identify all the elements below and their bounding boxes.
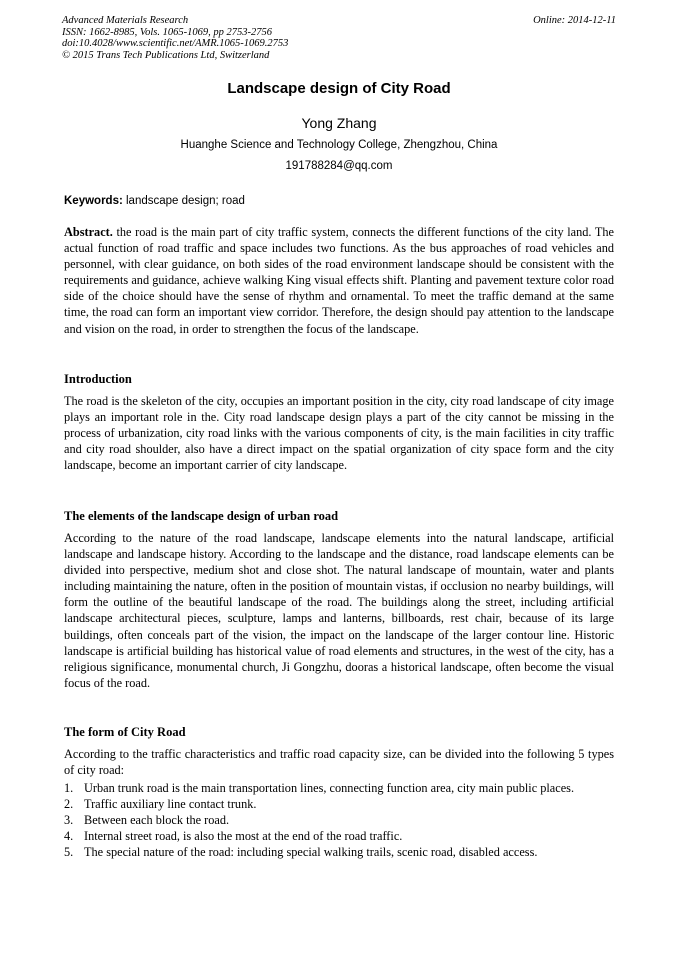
list-item [64, 780, 614, 796]
list-text: The special nature of the road: including special walking trails, scenic road, disabled access. [84, 845, 538, 860]
section-text-introduction: The road is the skeleton of the city, occupies an important position in the city, city road landscape of city image plays an important role in the. City road landscape design plays a part of the city cannot be missing in the process of urbanization, city road links with the various components of city, is the main facilities in city traffic and city road shoulder, also have a direct impact on the spatial organization of city space form and the city landscape, become an important carrier of city landscape. [64, 394, 614, 473]
author-email: 191788284@qq.com [285, 160, 393, 172]
section-text-elements: According to the nature of the road landscape, landscape elements into the natural landscape, artificial landscape and landscape history. According to the landscape and the distance, road landscape elements can be divided into perspective, medium shot and close shot. The natural landscape of mountain, water and plants including maintaining the nature, often in the position of mountain vistas, if occlusion no nearby buildings, will form the outline of the beautiful landscape of the road. The buildings along the street, including artificial landscape architectural pieces, sculpture, lamps and lanterns, billboards, rest chair, because of its large buildings, often conceals part of the vision, the impact on the landscape of the larger contour line. Historic landscape is artificial building has historical value of road elements and structures, in the west of the city, has a religious significance, monumental church, Ji Gongzhu, dooras a historical landscape, often become the visual focus of the road. [64, 531, 614, 690]
journal-name: Advanced Materials Research [62, 15, 189, 26]
list-text: Internal street road, is also the most at the end of the road traffic. [84, 829, 403, 844]
author-name: Yong Zhang [301, 115, 377, 131]
list-number: 1. [64, 781, 74, 795]
section-heading-elements: The elements of the landscape design of urban road [64, 509, 339, 523]
abstract-label: Abstract. [64, 225, 113, 239]
list-item [64, 812, 614, 828]
list-number: 2. [64, 797, 74, 812]
list-number: 4. [64, 829, 74, 844]
doi-line: doi:10.4028/www.scientific.net/AMR.1065-1069.2753 [62, 38, 289, 50]
road-types-list [64, 780, 614, 860]
section-text-form: According to the traffic characteristics and traffic road capacity size, can be divided into the following 5 types of city road: [64, 747, 614, 778]
affiliation: Huanghe Science and Technology College, Zhengzhou, China [180, 139, 498, 151]
list-text: Urban trunk road is the main transportation lines, connecting function area, city main public places. [84, 781, 575, 795]
keywords-text: landscape design; road [122, 195, 245, 207]
list-text: Traffic auxiliary line contact trunk. [84, 797, 257, 812]
issn-line: ISSN: 1662-8985, Vols. 1065-1069, pp 2753-2756 [62, 26, 272, 38]
list-text: Between each block the road. [84, 813, 230, 828]
abstract-text: the road is the main part of city traffic system, connects the different functions of the city land. The actual function of road traffic and space includes two functions. As the bus approaches of road vehicles and personnel, with clear guidance, on both sides of the road environment landscape should be consistent with the requirements and guidance, achieve walking King visual effects shift. Planting and pavement texture color road side of the choice should have the sense of rhythm and ornamental. To meet the traffic demand at the same time, the road can form an important view corridor. Therefore, the design should pay attention to the landscape and vision on the road, in order to strengthen the focus of the landscape. [64, 225, 614, 336]
section-heading-introduction: Introduction [64, 372, 132, 386]
abstract [64, 224, 614, 337]
keywords [64, 195, 245, 207]
section-heading-form: The form of City Road [64, 725, 186, 739]
online-date: Online: 2014-12-11 [533, 15, 616, 26]
list-item [64, 844, 614, 860]
list-item [64, 796, 614, 812]
journal-header [62, 15, 616, 61]
list-number: 3. [64, 813, 74, 828]
paper-title: Landscape design of City Road [227, 80, 451, 97]
list-item [64, 828, 614, 844]
keywords-label: Keywords: [64, 195, 123, 207]
list-number: 5. [64, 845, 74, 860]
copyright-line: © 2015 Trans Tech Publications Ltd, Switzerland [62, 49, 270, 61]
